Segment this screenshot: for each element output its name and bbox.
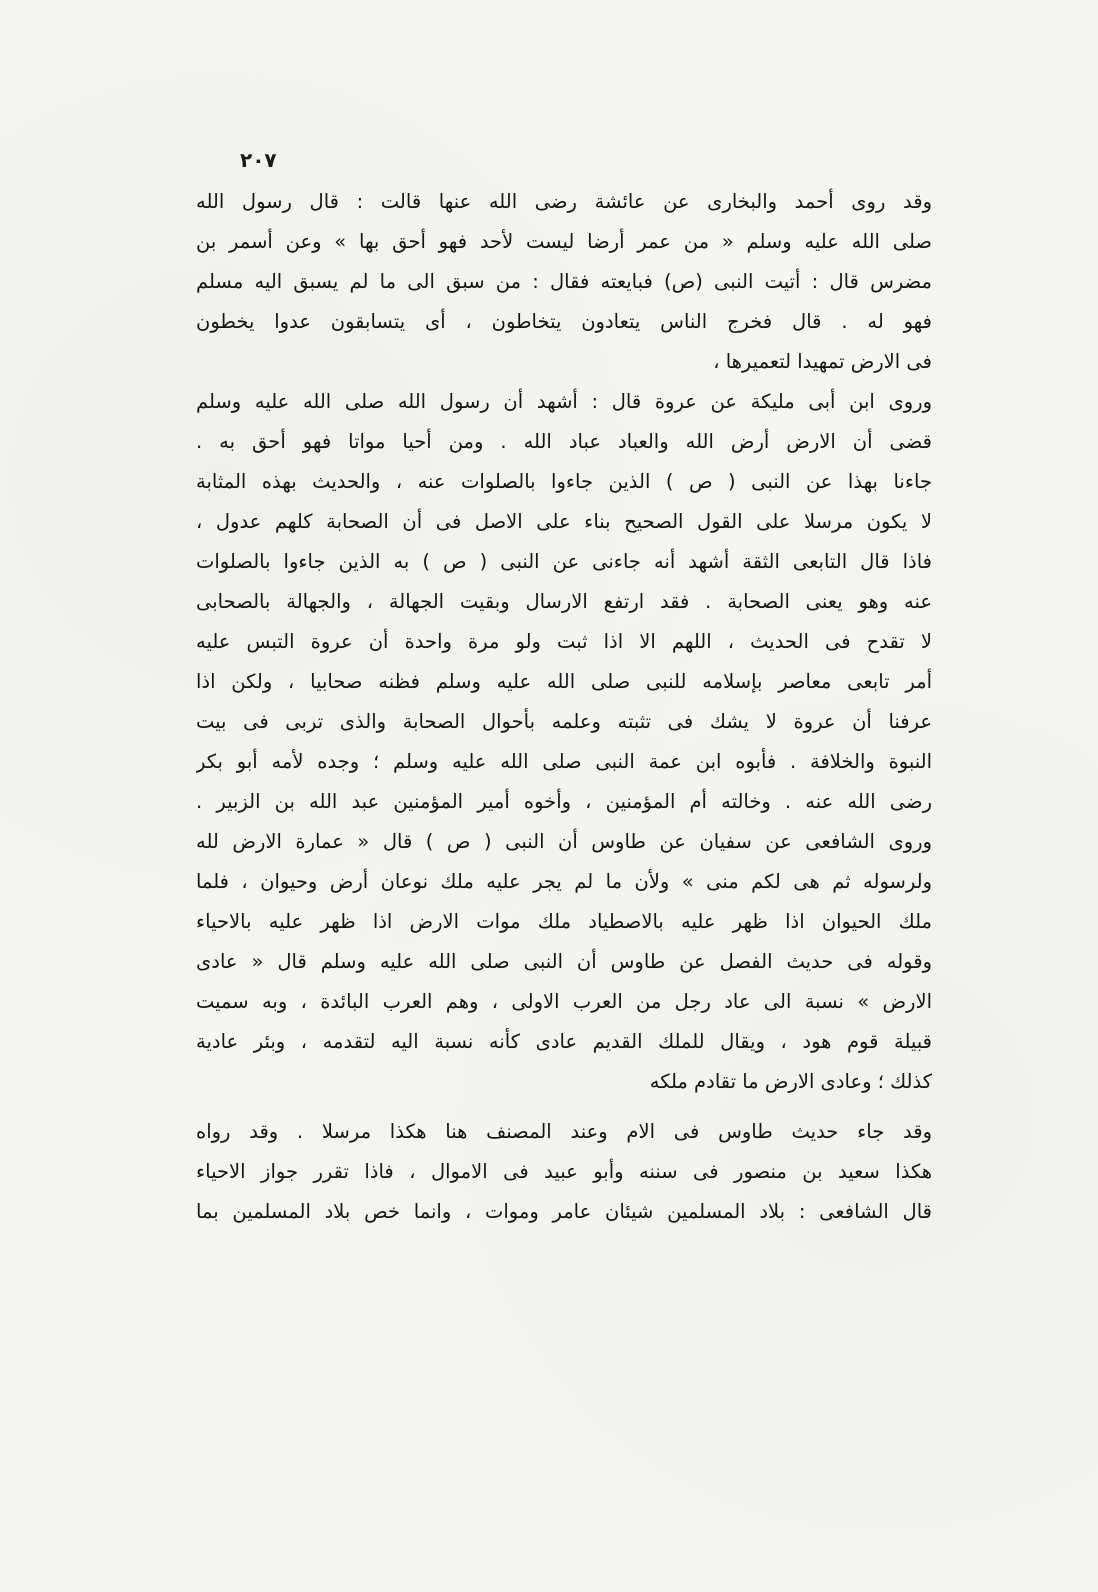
text-line: جاءنا بهذا عن النبى ( ص ) الذين جاءوا بالصلوات عنه ، والحديث بهذه المثابة <box>196 470 932 493</box>
text-line: وقد روى أحمد والبخارى عن عائشة رضى الله عنها قالت : قال رسول الله <box>196 190 932 213</box>
text-line: قضى أن الارض أرض الله والعباد عباد الله . ومن أحيا مواتا فهو أحق به . <box>196 430 932 453</box>
text-line: لا تقدح فى الحديث ، اللهم الا اذا ثبت ولو مرة واحدة أن عروة التبس عليه <box>196 630 932 653</box>
text-line: لا يكون مرسلا على القول الصحيح بناء على الاصل فى أن الصحابة كلهم عدول ، <box>196 510 932 533</box>
text-line: عرفنا أن عروة لا يشك فى تثبته وعلمه بأحوال الصحابة والذى تربى فى بيت <box>196 710 932 733</box>
text-line: فى الارض تمهيدا لتعميرها ، <box>713 350 932 373</box>
text-line: هكذا سعيد بن منصور فى سننه وأبو عبيد فى الاموال ، فاذا تقرر جواز الاحياء <box>196 1160 932 1183</box>
text-line: قال الشافعى : بلاد المسلمين شيئان عامر وموات ، وانما خص بلاد المسلمين بما <box>196 1200 932 1223</box>
text-line: الارض » نسبة الى عاد رجل من العرب الاولى ، وهم العرب البائدة ، وبه سميت <box>196 990 932 1013</box>
text-line: النبوة والخلافة . فأبوه ابن عمة النبى صلى الله عليه وسلم ؛ وجده لأمه أبو بكر <box>196 750 932 773</box>
text-line: كذلك ؛ وعادى الارض ما تقادم ملكه <box>649 1070 932 1093</box>
text-line: فاذا قال التابعى الثقة أشهد أنه جاءنى عن النبى ( ص ) به الذين جاءوا بالصلوات <box>196 550 932 573</box>
text-line: عنه وهو يعنى الصحابة . فقد ارتفع الارسال وبقيت الجهالة ، والجهالة بالصحابى <box>196 590 932 613</box>
text-line: أمر تابعى معاصر بإسلامه للنبى صلى الله عليه وسلم فظنه صحابيا ، ولكن اذا <box>196 670 932 693</box>
text-line: صلى الله عليه وسلم « من عمر أرضا ليست لأحد فهو أحق بها » وعن أسمر بن <box>196 230 932 253</box>
text-line: رضى الله عنه . وخالته أم المؤمنين ، وأخوه أمير المؤمنين عبد الله بن الزبير . <box>196 790 932 813</box>
text-line: قبيلة قوم هود ، ويقال للملك القديم عادى كأنه نسبة اليه لتقدمه ، وبئر عادية <box>196 1030 932 1053</box>
text-line: مضرس قال : أتيت النبى (ص) فبايعته فقال : من سبق الى ما لم يسبق اليه مسلم <box>196 270 932 293</box>
text-line: وروى الشافعى عن سفيان عن طاوس أن النبى ( ص ) قال « عمارة الارض لله <box>196 830 932 853</box>
text-line: وروى ابن أبى مليكة عن عروة قال : أشهد أن رسول الله صلى الله عليه وسلم <box>196 390 932 413</box>
text-line: فهو له . قال فخرج الناس يتعادون يتخاطون ، أى يتسابقون عدوا يخطون <box>196 310 932 333</box>
text-line: وقد جاء حديث طاوس فى الام وعند المصنف هنا هكذا مرسلا . وقد رواه <box>196 1120 932 1143</box>
text-line: وقوله فى حديث الفصل عن طاوس أن النبى صلى الله عليه وسلم قال « عادى <box>196 950 932 973</box>
page-number: ٢٠٧ <box>240 148 277 172</box>
text-line: ولرسوله ثم هى لكم منى » ولأن ما لم يجر عليه ملك نوعان أرض وحيوان ، فلما <box>196 870 932 893</box>
text-line: ملك الحيوان اذا ظهر عليه بالاصطياد ملك موات الارض اذا ظهر عليه بالاحياء <box>196 910 932 933</box>
page-body-text <box>196 182 932 1232</box>
